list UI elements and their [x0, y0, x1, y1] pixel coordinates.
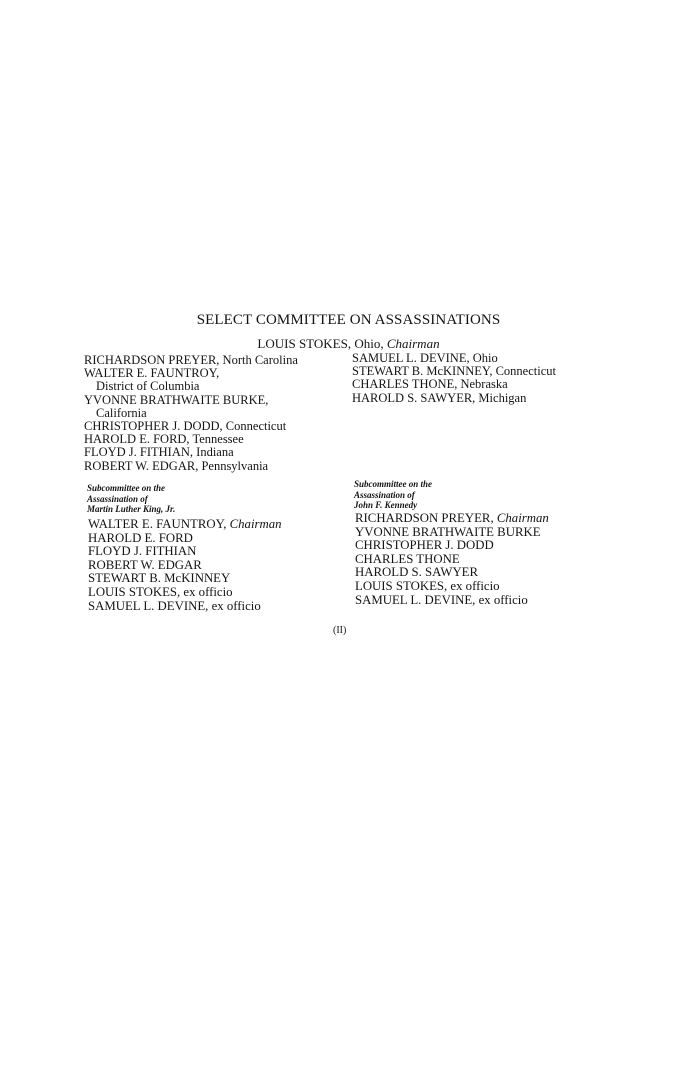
committee-chairman — [0, 336, 691, 352]
member-entry: HAROLD S. SAWYER — [355, 565, 479, 580]
member-entry: CHARLES THONE — [355, 551, 460, 566]
member-entry: HAROLD E. FORD, Tennessee — [84, 432, 244, 447]
member-entry: RICHARDSON PREYER, North Carolina — [84, 353, 298, 367]
member-entry: WALTER E. FAUNTROY, — [84, 366, 220, 381]
chair-name: WALTER E. FAUNTROY, — [88, 517, 227, 531]
committee-members-left — [84, 354, 298, 473]
member-entry: YVONNE BRATHWAITE BURKE, — [84, 392, 269, 407]
chairman-role: Chairman — [386, 336, 440, 351]
heading-line: Subcommittee on the — [354, 479, 433, 489]
heading-line: Martin Luther King, Jr. — [87, 504, 176, 514]
member-entry: HAROLD E. FORD — [88, 530, 193, 545]
subcommittee-king-members — [88, 518, 282, 613]
member-entry: SAMUEL L. DEVINE, ex officio — [355, 592, 528, 607]
chairman-name: LOUIS STOKES, Ohio, — [257, 336, 384, 351]
chair-role: Chairman — [229, 517, 282, 531]
member-entry: SAMUEL L. DEVINE, Ohio — [352, 351, 498, 365]
subcommittee-chair — [355, 512, 549, 526]
member-entry: LOUIS STOKES, ex officio — [355, 578, 500, 593]
member-entry: LOUIS STOKES, ex officio — [88, 584, 233, 599]
subcommittee-kennedy-members — [355, 512, 549, 607]
heading-line: Subcommittee on the — [87, 483, 166, 493]
member-entry: FLOYD J. FITHIAN — [88, 544, 197, 559]
subcommittee-chair — [88, 518, 282, 532]
member-entry: STEWART B. McKINNEY, Connecticut — [352, 364, 556, 379]
subcommittee-king-heading — [87, 483, 175, 515]
member-entry: SAMUEL L. DEVINE, ex officio — [88, 598, 261, 613]
member-state: California — [96, 405, 147, 420]
subcommittee-kennedy-heading — [354, 479, 432, 511]
member-entry: ROBERT W. EDGAR — [88, 557, 202, 572]
member-entry: FLOYD J. FITHIAN, Indiana — [84, 445, 234, 460]
heading-line: Assassination of — [87, 493, 148, 504]
chair-role: Chairman — [496, 511, 549, 525]
heading-line: Assassination of — [354, 489, 415, 500]
chair-name: RICHARDSON PREYER, — [355, 511, 494, 525]
heading-line: John F. Kennedy — [354, 500, 418, 510]
member-state: District of Columbia — [96, 379, 200, 394]
member-entry: ROBERT W. EDGAR, Pennsylvania — [84, 458, 269, 473]
page-number: (II) — [333, 625, 347, 636]
member-entry: STEWART B. McKINNEY — [88, 571, 231, 586]
member-entry: HAROLD S. SAWYER, Michigan — [352, 390, 527, 405]
member-entry: CHARLES THONE, Nebraska — [352, 377, 508, 392]
committee-members-right — [352, 352, 556, 405]
member-entry: CHRISTOPHER J. DODD, Connecticut — [84, 419, 287, 434]
page-title: SELECT COMMITTEE ON ASSASSINATIONS — [196, 312, 501, 328]
member-entry-continuation — [84, 380, 298, 393]
member-entry: CHRISTOPHER J. DODD — [355, 538, 494, 553]
member-entry: YVONNE BRATHWAITE BURKE — [355, 524, 541, 539]
